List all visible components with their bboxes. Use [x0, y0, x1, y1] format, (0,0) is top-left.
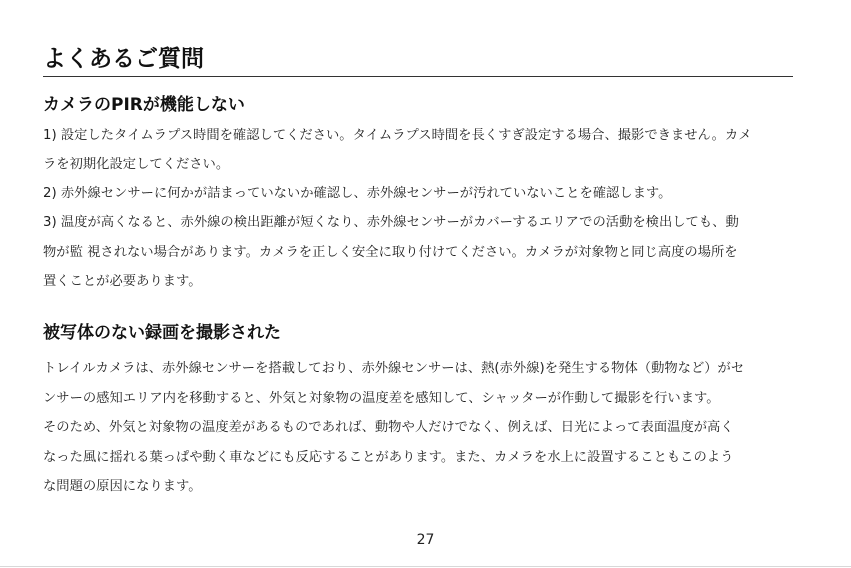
paragraph-line: 置くことが必要あります。 [43, 274, 202, 289]
paragraph-line: 3) 温度が高くなると、赤外線の検出距離が短くなり、赤外線センサーがカバーするエリアでの活動を検出しても、動 [43, 215, 739, 230]
paragraph-line: なった風に揺れる葉っぱや動く車などにも反応することがあります。また、カメラを水上に設置することもこのよう [43, 450, 734, 465]
paragraph-line: 1) 設定したタイムラプス時間を確認してください。タイムラプス時間を長くすぎ設定する場合、撮影できません。カメ [43, 128, 752, 143]
page-title: よくあるご質問 [43, 46, 204, 72]
paragraph-line: な問題の原因になります。 [43, 479, 202, 494]
paragraph-line: ンサーの感知エリア内を移動すると、外気と対象物の温度差を感知して、シャッターが作動して撮影を行います。 [43, 391, 720, 406]
paragraph-line: トレイルカメラは、赤外線センサーを搭載しており、赤外線センサーは、熱(赤外線)を発生する物体（動物など）がセ [43, 361, 745, 376]
paragraph-line: 2) 赤外線センサーに何かが詰まっていないか確認し、赤外線センサーが汚れていないことを確認します。 [43, 186, 672, 201]
paragraph-line: そのため、外気と対象物の温度差があるものであれば、動物や人だけでなく、例えば、日光によって表面温度が高く [43, 420, 734, 435]
paragraph-line: 物が監 視されない場合があります。カメラを正しく安全に取り付けてください。カメラが対象物と同じ高度の場所を [43, 245, 738, 260]
bottom-divider [0, 566, 851, 567]
section-heading: カメラのPIRが機能しない [43, 95, 245, 115]
section-heading: 被写体のない録画を撮影された [43, 323, 281, 343]
page-number: 27 [416, 532, 435, 548]
paragraph-line: ラを初期化設定してください。 [43, 157, 230, 172]
title-divider [43, 76, 793, 77]
